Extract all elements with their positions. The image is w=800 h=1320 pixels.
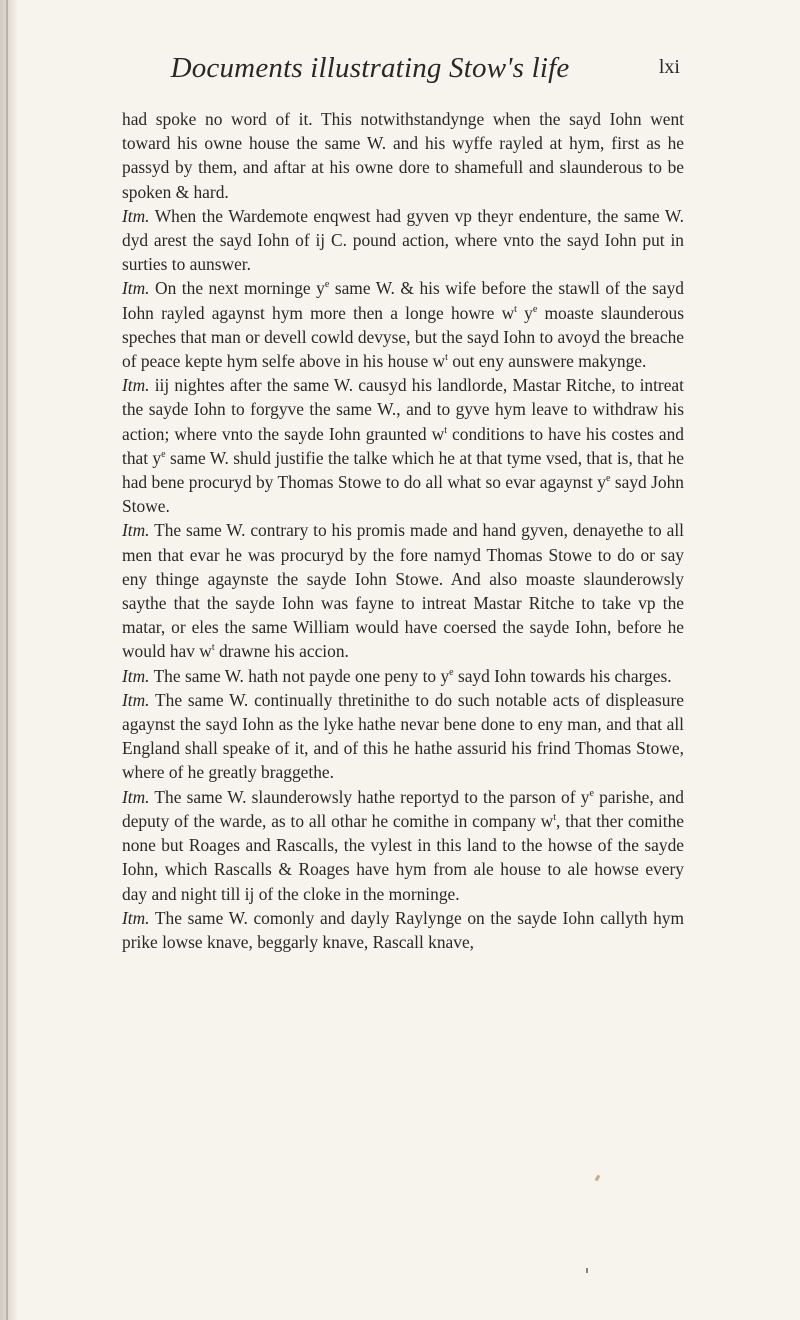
paragraph-5 — [122, 518, 684, 663]
paragraph-text: conditions to have his costes and that y — [122, 423, 684, 468]
item-label: Itm. — [122, 375, 150, 396]
ink-mark — [595, 1175, 601, 1182]
paragraph-text: out eny aunswere makynge. — [447, 351, 647, 372]
paragraph-text: sayd John Stowe. — [122, 472, 684, 517]
paragraph-2 — [122, 204, 684, 277]
item-label: Itm. — [122, 786, 150, 807]
paragraph-text: sayd Iohn towards his charges. — [453, 665, 672, 686]
superscript: t — [514, 303, 517, 315]
superscript: e — [449, 666, 454, 678]
running-title: Documents illustrating Stow's life — [170, 52, 570, 84]
superscript: e — [532, 303, 538, 315]
item-label: Itm. — [122, 520, 150, 541]
paragraph-9 — [122, 906, 684, 954]
paragraph-text: same W. shuld justifie the talke which he at that tyme vsed, that is, that he had bene procuryd by Thomas Stowe to do all what so evar agaynst y — [122, 447, 684, 493]
print-speck — [586, 1268, 588, 1273]
paragraph-text: The same W. slaunderowsly hathe reportyd to the parson of y — [149, 786, 590, 807]
paragraph-8 — [122, 785, 684, 906]
body-text — [122, 107, 684, 954]
paragraph-text: On the next morninge y — [149, 278, 325, 299]
page-gutter-shadow — [0, 0, 18, 1320]
page-header — [120, 52, 680, 92]
superscript: t — [211, 642, 215, 654]
superscript: t — [445, 352, 448, 364]
item-label: Itm. — [122, 689, 150, 710]
superscript: e — [324, 279, 330, 291]
paragraph-text: The same W. hath not payde one peny to y — [149, 665, 450, 686]
superscript: t — [444, 424, 447, 436]
paragraph-text: The same W. comonly and dayly Raylynge on the sayde Iohn callyth hym prike lowse knave, beggarly knave, Rascall knave, — [122, 907, 684, 952]
paragraph-text: , that ther comithe none but Roages and Rascalls, the vylest in this land to the howse of the sayde Iohn, which Rascalls & Roages have hym from ale house to ale howse every day and night till ij of the cloke in the morninge. — [122, 810, 684, 904]
superscript: e — [605, 473, 611, 485]
paragraph-text: moaste slaunderous speches that man or devell cowld devyse, but the sayd Iohn to avoyd the breache of peace kepte hym selfe above in his house w — [122, 302, 684, 372]
paragraph-4 — [122, 373, 684, 518]
paragraph-text: same W. & his wife before the stawll of the sayd Iohn rayled agaynst hym more then a longe howre w — [122, 278, 684, 323]
paragraph-text: When the Wardemote enqwest had gyven vp theyr endenture, the same W. dyd arest the sayd Iohn of ij C. pound action, where vnto the sayd Iohn put in surties to aunswer. — [122, 205, 684, 275]
paragraph-6 — [122, 664, 684, 688]
paragraph-text: The same W. continually thretinithe to do such notable acts of displeasure agaynst the sayd Iohn as the lyke hathe nevar bene done to eny man, and that all England shall speake of it, and of this he hathe assurid his frind Thomas Stowe, where of he greatly braggethe. — [122, 689, 684, 783]
binding-edge — [6, 0, 8, 1320]
item-label: Itm. — [122, 907, 150, 928]
paragraph-text: had spoke no word of it. This notwithstandynge when the sayd Iohn went toward his owne house the same W. and his wyffe rayled at hym, first as he passyd by them, and aftar at his owne dore to shamefull and slaunderous to be spoken & hard. — [122, 109, 684, 202]
paragraph-text: drawne his accion. — [214, 641, 349, 662]
page-number: lxi — [658, 56, 680, 78]
item-label: Itm. — [122, 665, 150, 686]
paragraph-text: The same W. contrary to his promis made and hand gyven, denayethe to all men that evar he was procuryd by the fore namyd Thomas Stowe to do or say eny thinge agaynste the sayde Iohn Stowe. And also moaste slaunderowsly saythe that the sayde Iohn was fayne to intreat Mastar Ritche to take vp the matar, or eles the same William would have coersed the sayde Iohn, before he would hav w — [122, 520, 684, 662]
paragraph-7 — [122, 688, 684, 785]
paragraph-3 — [122, 276, 684, 373]
paragraph-text: iij nightes after the same W. causyd his landlorde, Mastar Ritche, to intreat the sayde Iohn to forgyve the same W., and to gyve hym leave to withdraw his action; where vnto the sayde Iohn graunted w — [122, 375, 684, 444]
paragraph-text: y — [516, 302, 533, 323]
superscript: t — [553, 812, 557, 824]
item-label: Itm. — [122, 205, 150, 226]
superscript: e — [589, 787, 594, 799]
superscript: e — [161, 449, 166, 461]
paragraph-1 — [122, 107, 684, 204]
item-label: Itm. — [122, 278, 150, 299]
paragraph-text: parishe, and deputy of the warde, as to all othar he comithe in company w — [122, 786, 684, 831]
